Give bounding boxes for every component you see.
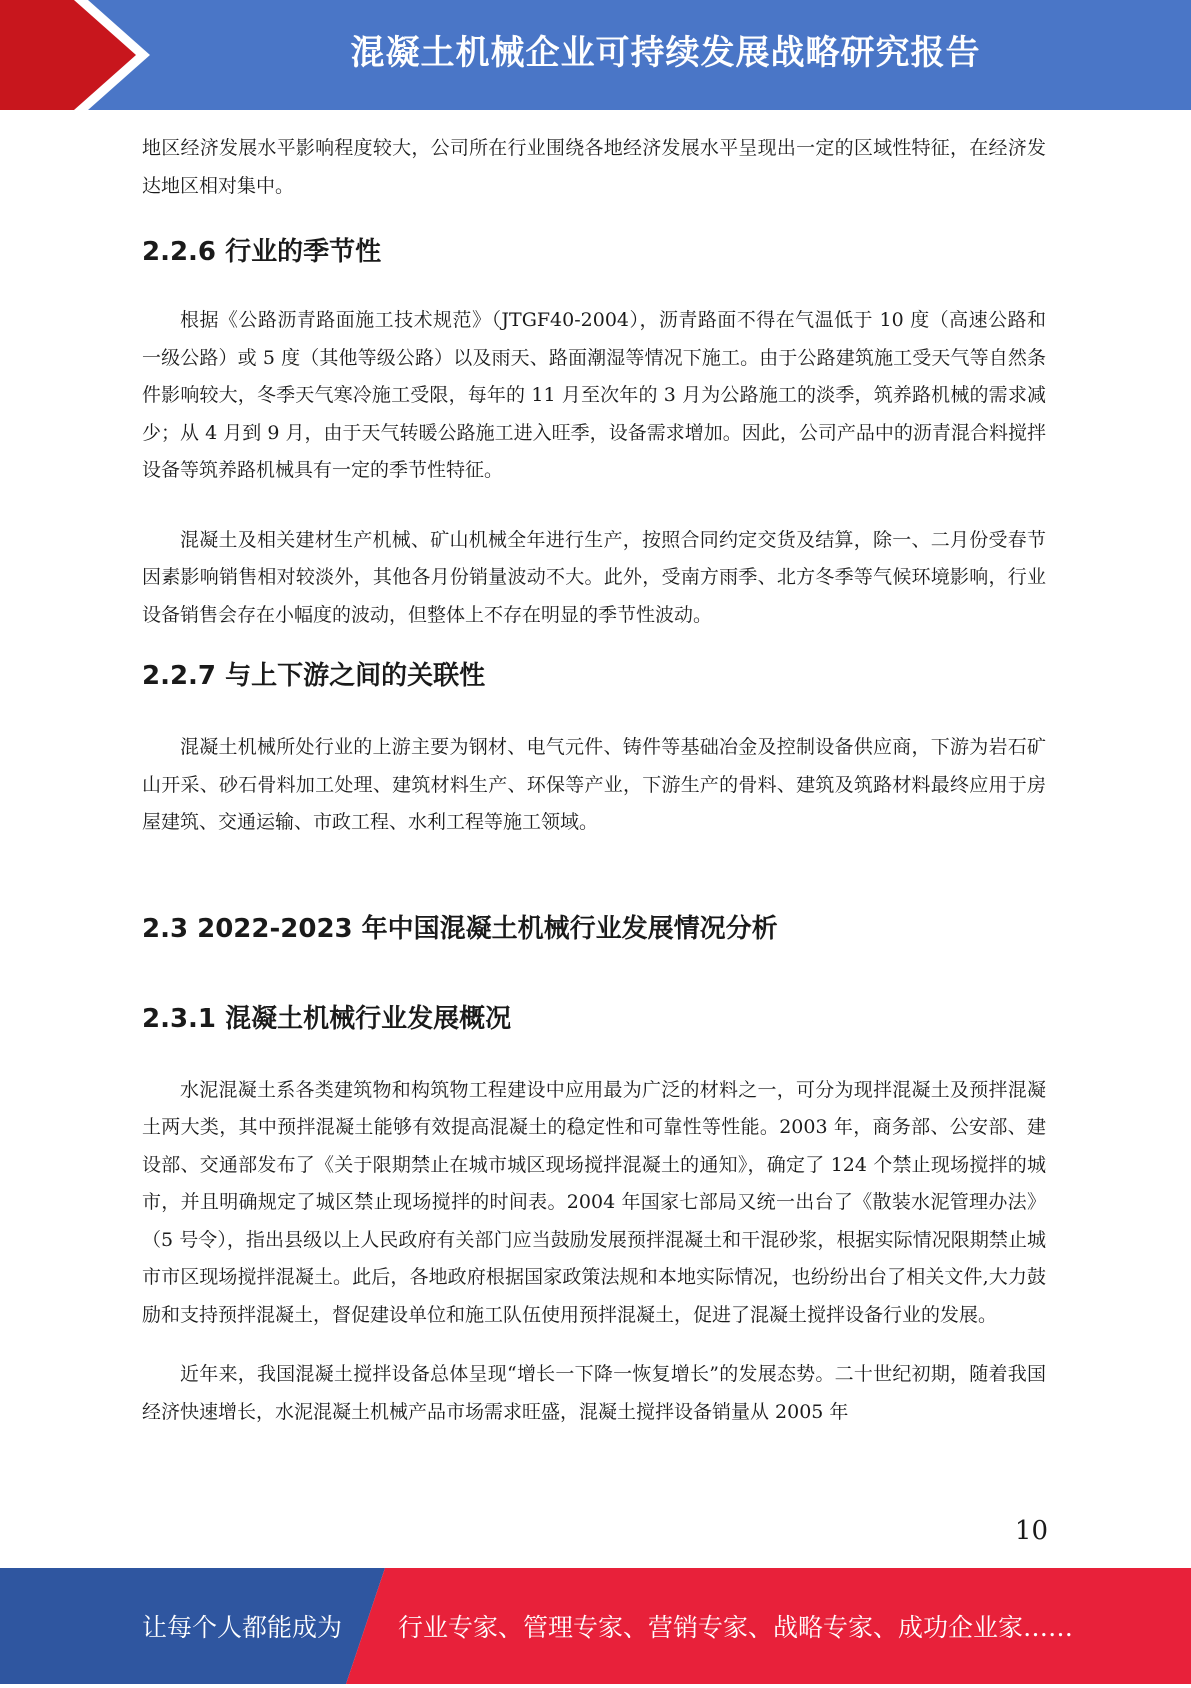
section-heading-2-3: 2.3 2022-2023 年中国混凝土机械行业发展情况分析: [142, 913, 778, 944]
paragraph-overview-1: 水泥混凝土系各类建筑物和构筑物工程建设中应用最为广泛的材料之一，可分为现拌混凝土及预拌混凝土两大类，其中预拌混凝土能够有效提高混凝土的稳定性和可靠性等性能。2003 年，商务部、公安部、建设部、交通部发布了《关于限期禁止在城市城区现场搅拌混凝土的通知》，确定了 124 个禁止现场搅拌的城市，并且明确规定了城区禁止现场搅拌的时间表。2004 年国家七部局又统一出台了《散装水泥管理办法》（5 号令），指出县级以上人民政府有关部门应当鼓励发展预拌混凝土和干混砂浆，根据实际情况限期禁止城市市区现场搅拌混凝土。此后，各地政府根据国家政策法规和本地实际情况，也纷纷出台了相关文件,大力鼓励和支持预拌混凝土，督促建设单位和施工队伍使用预拌混凝土，促进了混凝土搅拌设备行业的发展。: [142, 1078, 1046, 1326]
paragraph-upstream-downstream: 混凝土机械所处行业的上游主要为钢材、电气元件、铸件等基础冶金及控制设备供应商，下游为岩石矿山开采、砂石骨料加工处理、建筑材料生产、环保等产业，下游生产的骨料、建筑及筑路材料最终应用于房屋建筑、交通运输、市政工程、水利工程等施工领域。: [142, 736, 1046, 833]
page-number: 10: [1014, 1516, 1048, 1546]
report-title: 混凝土机械企业可持续发展战略研究报告: [350, 33, 981, 73]
footer-slogan-right: 行业专家、管理专家、营销专家、战略专家、成功企业家……: [398, 1613, 1074, 1642]
section-heading-2-2-7: 2.2.7 与上下游之间的关联性: [142, 661, 486, 691]
paragraph-overview-2: 近年来，我国混凝土搅拌设备总体呈现“增长一下降一恢复增长”的发展态势。二十世纪初期，随着我国经济快速增长，水泥混凝土机械产品市场需求旺盛，混凝土搅拌设备销量从 2005 年: [142, 1363, 1046, 1423]
footer-banner: [0, 1568, 1191, 1684]
header-banner: [0, 0, 1191, 110]
paragraph-seasonality-1: 根据《公路沥青路面施工技术规范》（JTGF40-2004），沥青路面不得在气温低于 10 度（高速公路和一级公路）或 5 度（其他等级公路）以及雨天、路面潮湿等情况下施工。由于公路建筑施工受天气等自然条件影响较大，冬季天气寒冷施工受限，每年的 11 月至次年的 3 月为公路施工的淡季，筑养路机械的需求减少；从 4 月到 9 月，由于天气转暖公路施工进入旺季，设备需求增加。因此，公司产品中的沥青混合料搅拌设备等筑养路机械具有一定的季节性特征。: [142, 309, 1046, 481]
section-heading-2-3-1: 2.3.1 混凝土机械行业发展概况: [142, 1003, 512, 1034]
section-heading-2-2-6: 2.2.6 行业的季节性: [142, 237, 382, 267]
intro-paragraph: 地区经济发展水平影响程度较大，公司所在行业围绕各地经济发展水平呈现出一定的区域性特征，在经济发达地区相对集中。: [142, 137, 1046, 197]
paragraph-seasonality-2: 混凝土及相关建材生产机械、矿山机械全年进行生产，按照合同约定交货及结算，除一、二月份受春节因素影响销售相对较淡外，其他各月份销量波动不大。此外，受南方雨季、北方冬季等气候环境影响，行业设备销售会存在小幅度的波动，但整体上不存在明显的季节性波动。: [142, 528, 1046, 626]
footer-slogan-left: 让每个人都能成为: [142, 1613, 343, 1642]
page-content: [142, 130, 1046, 1431]
